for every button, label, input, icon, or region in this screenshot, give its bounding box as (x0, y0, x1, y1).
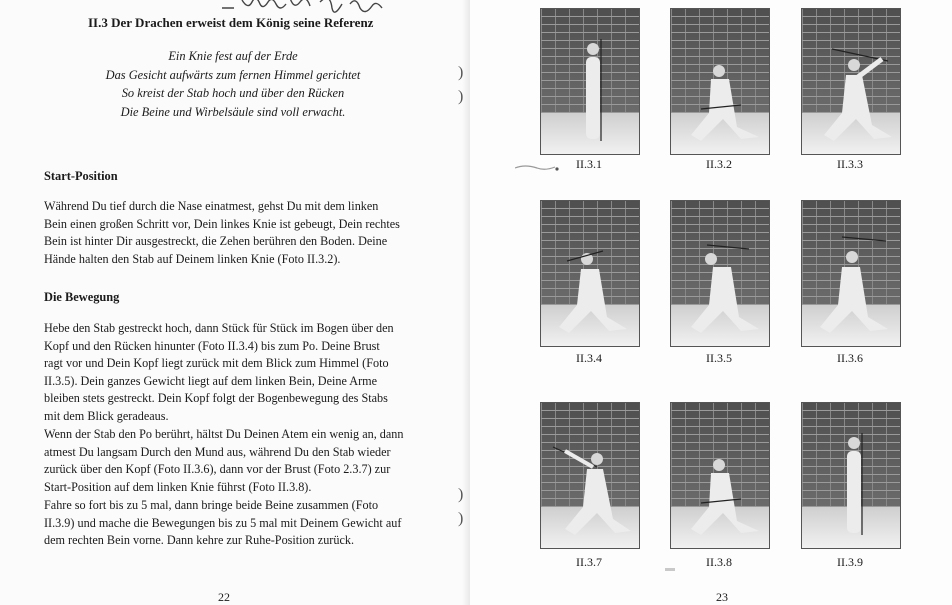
figure-pose (802, 403, 900, 548)
photo-caption: II.3.2 (706, 157, 732, 171)
figure-pose (541, 9, 639, 154)
start-position-paragraph (44, 198, 414, 268)
text-line: Bein einen großen Schritt vor, Dein linkes Knie ist gebeugt, Dein rechtes (44, 216, 400, 231)
text-line: bleiben stets gestreckt. Dein Kopf folgt der Bogenbewegung des Stabs (44, 391, 388, 405)
binding-staple-icon: ) (458, 64, 464, 81)
photo-caption: II.3.9 (837, 555, 863, 569)
exercise-photo (670, 200, 770, 347)
text-line: atmest Du langsam Durch den Mund aus, während Du den Stab wieder (44, 444, 391, 459)
photo-caption: II.3.1 (576, 157, 602, 171)
exercise-photo (801, 8, 901, 155)
poem-line: So kreist der Stab hoch und über den Rücken (121, 86, 345, 100)
text-line: zurück über den Kopf (Foto II.3.6), dann vor der Brust (Foto 2.3.7) zur (44, 462, 391, 476)
figure-pose (671, 403, 769, 548)
text-line: Bein ist hinter Dir ausgestreckt, die Zehen berühren den Boden. Deine (44, 234, 388, 248)
movement-paragraph (44, 320, 414, 425)
text-line: Kopf und den Rücken hinunter (Foto II.3.4) bis zum Po. Deine Brust (44, 338, 380, 353)
photo-caption: II.3.7 (576, 555, 602, 569)
movement-heading: Die Bewegung (44, 290, 120, 304)
figure-pose (541, 201, 639, 346)
exercise-photo (540, 8, 640, 155)
exercise-photo (670, 8, 770, 155)
text-line: ragt vor und Dein Kopf liegt zurück mit dem Blick zum Himmel (Foto (44, 356, 389, 370)
photo-caption: II.3.6 (837, 351, 863, 365)
figure-pose (541, 403, 639, 548)
text-line: Hebe den Stab gestreckt hoch, dann Stück für Stück im Bogen über den (44, 321, 394, 335)
photo-caption: II.3.8 (706, 555, 732, 569)
text-line: Fahre so fort bis zu 5 mal, dann bringe beide Beine zusammen (Foto (44, 498, 379, 512)
repeat-paragraph (44, 497, 414, 550)
exercise-photo (540, 200, 640, 347)
right-page (470, 0, 952, 605)
poem-block (60, 47, 406, 121)
left-page (0, 0, 470, 605)
photo-caption: II.3.4 (576, 351, 602, 365)
exercise-photo (801, 200, 901, 347)
exercise-photo (801, 402, 901, 549)
photo-caption: II.3.3 (837, 157, 863, 171)
breath-paragraph (44, 426, 414, 496)
binding-staple-icon: ) (458, 510, 464, 527)
exercise-photo (670, 402, 770, 549)
text-line: II.3.9) und mache die Bewegungen bis zu 5 mal mit Deinem Gewicht auf (44, 515, 402, 530)
figure-pose (671, 201, 769, 346)
text-line: mit dem Blick geradeaus. (44, 408, 169, 423)
binding-staple-icon: ) (458, 486, 464, 503)
handwritten-scribble-icon (220, 0, 400, 16)
figure-pose (802, 201, 900, 346)
figure-pose (671, 9, 769, 154)
exercise-photo (540, 402, 640, 549)
text-line: Hände halten den Stab auf Deinem linken Knie (Foto II.3.2). (44, 251, 341, 266)
text-line: II.3.5). Dein ganzes Gewicht liegt auf dem linken Bein, Deine Arme (44, 373, 378, 388)
text-line: Während Du tief durch die Nase einatmest, gehst Du mit dem linken (44, 199, 379, 213)
start-position-heading: Start-Position (44, 169, 118, 183)
poem-line: Das Gesicht aufwärts zum fernen Himmel gerichtet (105, 67, 361, 82)
poem-line: Ein Knie fest auf der Erde (168, 49, 298, 63)
figure-pose (802, 9, 900, 154)
poem-line: Die Beine und Wirbelsäule sind voll erwacht. (120, 104, 346, 119)
photo-caption: II.3.5 (706, 351, 732, 365)
text-line: dem rechten Bein vorne. Dann kehre zur Ruhe-Position zurück. (44, 533, 355, 547)
text-line: Wenn der Stab den Po berührt, hältst Du Deinen Atem ein wenig an, dann (44, 427, 404, 441)
chapter-title: II.3 Der Drachen erweist dem König seine Referenz (88, 15, 374, 30)
binding-staple-icon: ) (458, 88, 464, 105)
page-number-left: 22 (218, 590, 230, 604)
page-number-right: 23 (716, 590, 728, 604)
text-line: Start-Position auf dem linken Knie führst (Foto II.3.8). (44, 479, 312, 494)
